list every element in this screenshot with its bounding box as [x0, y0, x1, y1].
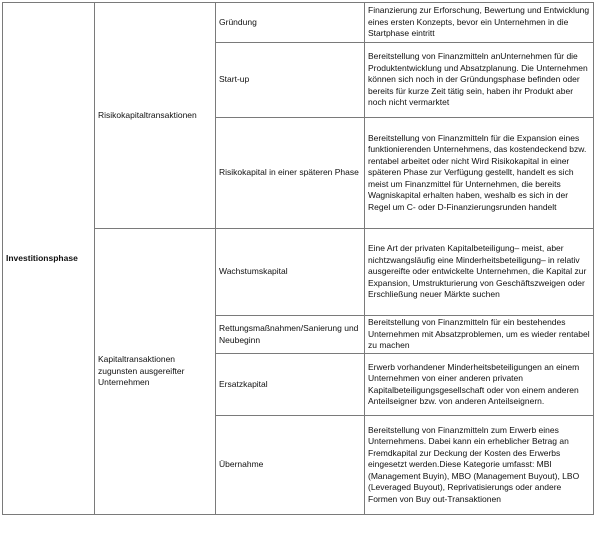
row-description-rescue: Bereitstellung von Finanzmitteln für ein bestehendes Unternehmen mit Absatzproblemen, um es wieder rentabel zu machen [365, 316, 594, 354]
group-label-risk-capital: Risikokapitaltransaktionen [95, 3, 216, 229]
row-name-founding: Gründung [216, 3, 365, 43]
row-description-takeover: Bereitstellung von Finanzmitteln zum Erwerb eines Unternehmens. Dabei kann ein erheblicher Betrag an Fremdkapital zur Deckung der Kosten des Erwerbs eingesetzt werden.Diese Kategorie umfasst: MBI (Management Buyin), MBO (Management Buyout), LBO (Leveraged Buyout), Reprivatisierungs oder andere Formen von Buy out-Transaktionen [365, 416, 594, 515]
row-description-later-stage: Bereitstellung von Finanzmitteln für die Expansion eines funktionierenden Unternehmens, das kostendeckend bzw. rentabel arbeitet oder nicht Wird Risikokapital in einer späteren Phase zur Verfügung gestellt, handelt es sich meist um Finanzmittel für Unternehmen, die bereits Wagniskapital erhalten haben, weshalb es sich in der Regel um C- oder D-Finanzierungsrunden handelt [365, 118, 594, 229]
row-name-rescue: Rettungsmaßnahmen/Sanierung und Neubeginn [216, 316, 365, 354]
phase-cell: Investitionsphase [3, 3, 95, 515]
row-description-startup: Bereitstellung von Finanzmitteln anUnternehmen für die Produktentwicklung und Absatzplanung. Die Unternehmen können sich noch in der Gründungsphase befinden oder bereits für kurze Zeit tätig sein, haben ihr Produkt aber noch nicht vermarktet [365, 43, 594, 118]
row-description-replacement-capital: Erwerb vorhandener Minderheitsbeteiligungen an einem Unternehmen von einer anderen privaten Kapitalbeteiligungsgesellschaft oder von einem anderen Anteilseigner bzw. von anderen Anteilseignern. [365, 354, 594, 416]
group-label-mature-companies: Kapitaltransaktionen zugunsten ausgereifter Unternehmen [95, 229, 216, 515]
row-name-later-stage: Risikokapital in einer späteren Phase [216, 118, 365, 229]
investment-phase-table [2, 2, 594, 515]
row-description-growth-capital: Eine Art der privaten Kapitalbeteiligung– meist, aber nichtzwangsläufig eine Minderheitsbeteiligung– in relativ ausgereifte oder entwickelte Unternehmen, die Kapital zur Expansion, Umstrukturierung von Geschäftszweigen oder Erschließung neuer Märkte suchen [365, 229, 594, 316]
row-name-growth-capital: Wachstumskapital [216, 229, 365, 316]
row-name-replacement-capital: Ersatzkapital [216, 354, 365, 416]
table-row [3, 3, 594, 43]
row-name-startup: Start-up [216, 43, 365, 118]
row-description-founding: Finanzierung zur Erforschung, Bewertung und Entwicklung eines ersten Konzepts, bevor ein Unternehmen in die Startphase eintritt [365, 3, 594, 43]
row-name-takeover: Übernahme [216, 416, 365, 515]
